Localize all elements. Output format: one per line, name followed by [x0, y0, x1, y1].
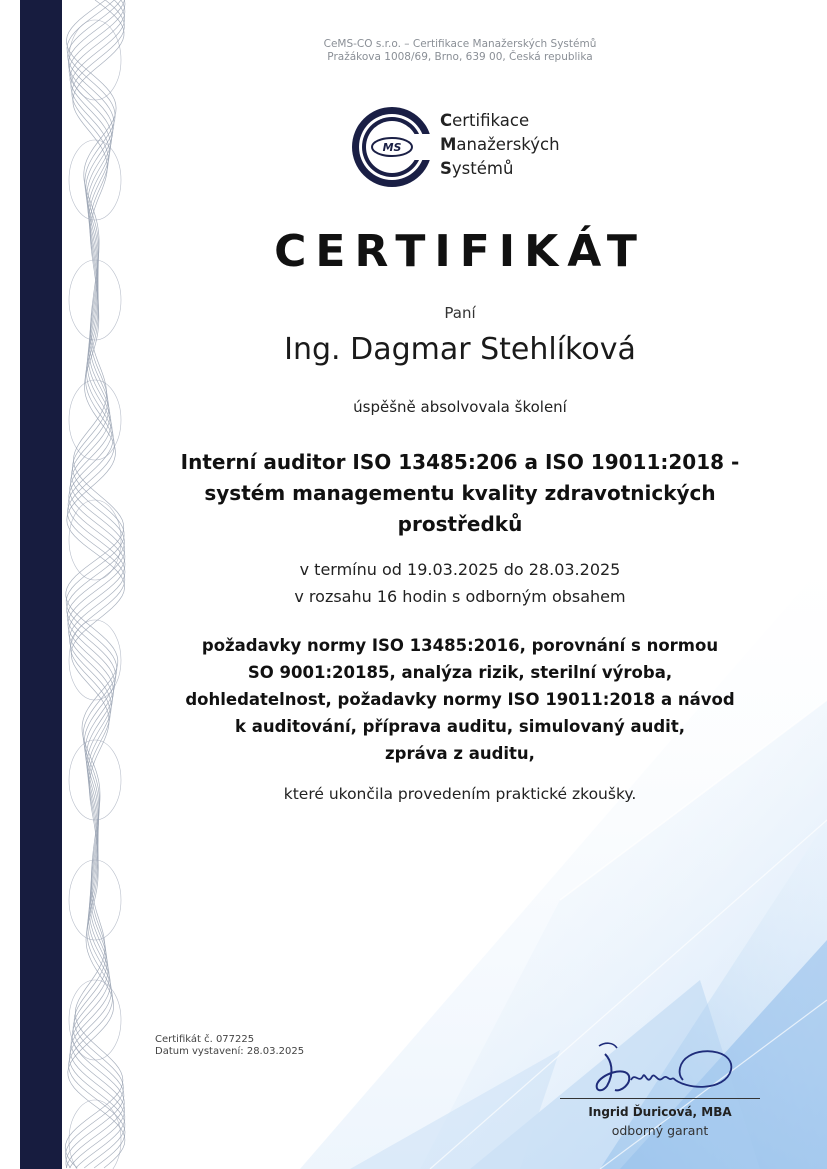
navy-side-bar	[20, 0, 62, 1169]
svg-text:MS: MS	[382, 141, 402, 154]
handwritten-signature	[585, 1040, 745, 1100]
salutation: Paní	[444, 304, 476, 322]
training-scope: v rozsahu 16 hodin s odborným obsahem	[294, 587, 626, 606]
closing-statement: které ukončila provedením praktické zkoušky.	[283, 785, 637, 803]
issue-date: Datum vystavení: 28.03.2025	[155, 1046, 305, 1057]
content-line: dohledatelnost, požadavky normy ISO 19011:2018 a návod	[185, 690, 735, 709]
signature-line	[560, 1098, 760, 1099]
course-title-line: Interní auditor ISO 13485:206 a ISO 19011:2018 -	[180, 450, 740, 474]
date-range: v termínu od 19.03.2025 do 28.03.2025	[299, 560, 621, 579]
signature-block	[560, 1040, 760, 1140]
course-title	[130, 447, 790, 540]
training-intro: úspěšně absolvovala školení	[353, 398, 567, 416]
training-content	[130, 632, 790, 767]
issuer-name: CeMS-CO s.r.o. – Certifikace Manažerských Systémů	[323, 38, 597, 50]
training-details	[160, 556, 760, 610]
content-line: zpráva z auditu,	[385, 744, 535, 763]
certificate-title: CERTIFIKÁT	[274, 226, 646, 277]
content-line: k auditování, příprava auditu, simulovaný audit,	[235, 717, 685, 736]
issuer-address: Pražákova 1008/69, Brno, 639 00, Česká republika	[327, 51, 593, 63]
signatory-name: Ingrid Ďuricová, MBA	[588, 1105, 732, 1119]
content-line: požadavky normy ISO 13485:2016, porovnání s normou	[201, 636, 719, 655]
logo-wordmark: Certifikace Manažerských Systémů	[440, 111, 560, 178]
certificate-number: Certifikát č. 077225	[155, 1034, 255, 1045]
guilloche-border	[65, 0, 125, 1169]
certificate-meta	[155, 1034, 304, 1058]
course-title-line: systém managementu kvality zdravotnických	[204, 481, 716, 505]
signatory-role: odborný garant	[611, 1123, 709, 1138]
cms-emblem-icon	[350, 104, 436, 190]
recipient-name: Ing. Dagmar Stehlíková	[284, 332, 636, 367]
content-line: SO 9001:20185, analýza rizik, sterilní výroba,	[247, 663, 673, 682]
course-title-line: prostředků	[397, 512, 523, 536]
company-logo	[350, 104, 580, 190]
issuer-header	[160, 38, 760, 64]
